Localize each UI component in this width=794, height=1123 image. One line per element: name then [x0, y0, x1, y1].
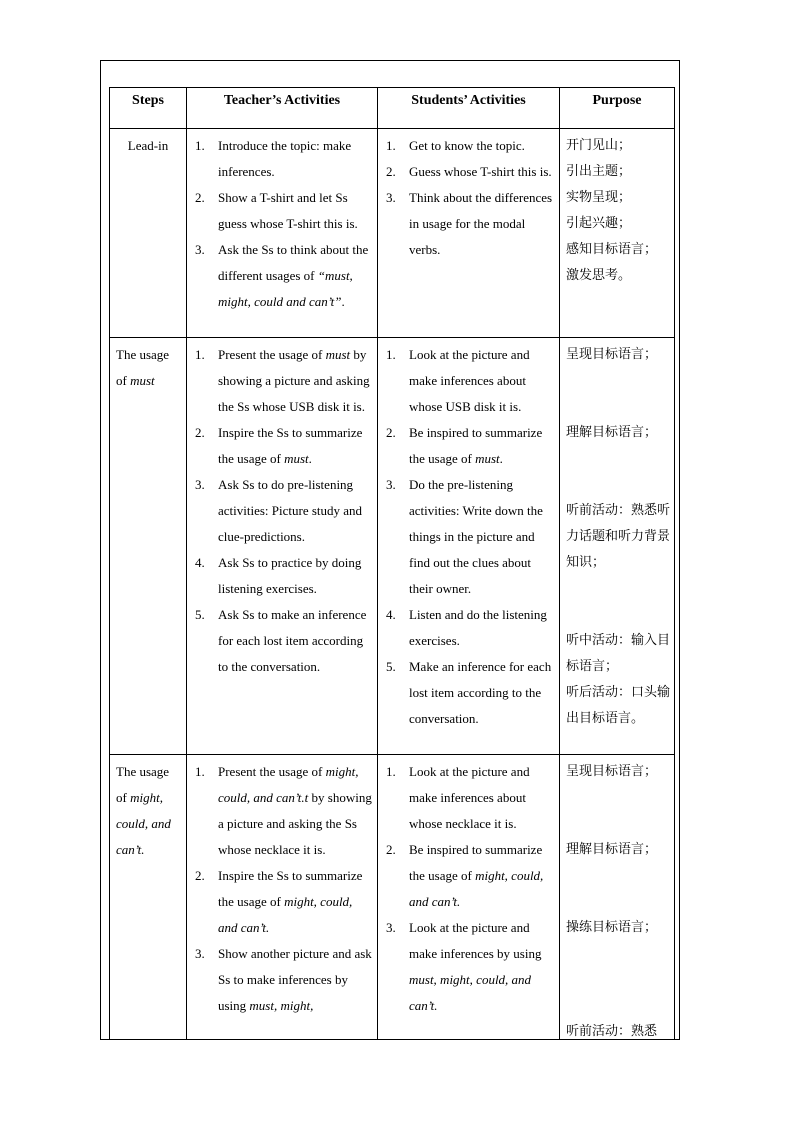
list-item: 2. Be inspired to summarize the usage of might, could, and can’t.	[386, 842, 544, 909]
students-activities-cell	[378, 755, 560, 1041]
purpose-line: 引出主题；	[566, 164, 632, 179]
list-item: 5. Make an inference for each lost item according to the conversation.	[386, 659, 552, 726]
list-item: 1. Get to know the topic.	[386, 138, 525, 153]
list-item: 2. Inspire the Ss to summarize the usage of must.	[195, 425, 363, 466]
list-item: 2. Guess whose T-shirt this is.	[386, 164, 552, 179]
document-frame	[100, 60, 680, 1040]
list-item: 2. Show a T-shirt and let Ss guess whose T-shirt this is.	[195, 190, 358, 231]
header-row	[110, 88, 675, 129]
purpose-line: 感知目标语言；	[566, 242, 658, 257]
purpose-spacer	[566, 993, 670, 1019]
purpose-cell	[560, 338, 675, 755]
header-purpose: Purpose	[560, 88, 675, 129]
purpose-line: 理解目标语言；	[566, 842, 658, 857]
list-item: 1. Look at the picture and make inferences about whose necklace it is.	[386, 764, 530, 831]
header-students-activities: Students’ Activities	[378, 88, 560, 129]
list-item: 3. Ask the Ss to think about the different usages of “must, might, could and can’t”.	[195, 242, 369, 309]
table-row	[110, 755, 675, 1041]
list-item: 3. Show another picture and ask Ss to make inferences by using must, might,	[195, 946, 372, 1013]
purpose-line: 激发思考。	[566, 268, 632, 283]
list-item: 1. Present the usage of must by showing a picture and asking the Ss whose USB disk it is.	[195, 347, 370, 414]
list-item: 3. Ask Ss to do pre-listening activities: Picture study and clue-predictions.	[195, 477, 363, 544]
purpose-spacer	[566, 472, 670, 498]
list-item: 4. Ask Ss to practice by doing listening exercises.	[195, 555, 362, 596]
purpose-line: 听后活动：口头输出目标语言。	[566, 685, 671, 726]
header-steps: Steps	[110, 88, 187, 129]
list-item: 5. Ask Ss to make an inference for each lost item according to the conversation.	[195, 607, 367, 674]
purpose-line: 开门见山；	[566, 138, 632, 153]
purpose-line: 呈现目标语言；	[566, 347, 658, 362]
teacher-activities-cell	[187, 129, 378, 338]
list-item: 4. Listen and do the listening exercises.	[386, 607, 547, 648]
step-cell: The usage of must	[110, 338, 187, 755]
list-item: 1. Look at the picture and make inferences about whose USB disk it is.	[386, 347, 530, 414]
purpose-spacer	[566, 602, 670, 628]
list-item: 2. Inspire the Ss to summarize the usage of might, could, and can’t.	[195, 868, 363, 935]
purpose-spacer	[566, 576, 670, 602]
step-cell: The usage of might, could, and can’t.	[110, 755, 187, 1041]
purpose-cell	[560, 755, 675, 1041]
list-item: 1. Present the usage of might, could, and can’t.t by showing a picture and asking the Ss whose necklace it is.	[195, 764, 372, 857]
list-item: 2. Be inspired to summarize the usage of must.	[386, 425, 543, 466]
purpose-spacer	[566, 446, 670, 472]
purpose-spacer	[566, 863, 670, 889]
purpose-line: 操练目标语言；	[566, 920, 658, 935]
purpose-line: 呈现目标语言；	[566, 764, 658, 779]
purpose-spacer	[566, 811, 670, 837]
purpose-spacer	[566, 785, 670, 811]
purpose-spacer	[566, 889, 670, 915]
list-item: 3. Think about the differences in usage for the modal verbs.	[386, 190, 553, 257]
header-teacher-activities: Teacher’s Activities	[187, 88, 378, 129]
purpose-spacer	[566, 941, 670, 967]
teacher-activities-cell	[187, 338, 378, 755]
purpose-line: 听前活动：熟悉	[566, 1024, 658, 1039]
students-activities-cell	[378, 338, 560, 755]
list-item: 1. Introduce the topic: make inferences.	[195, 138, 352, 179]
lesson-plan-table	[109, 87, 675, 1040]
purpose-line: 听中活动：输入目标语言；	[566, 633, 671, 674]
purpose-line: 理解目标语言；	[566, 425, 658, 440]
purpose-spacer	[566, 967, 670, 993]
list-item: 3. Do the pre-listening activities: Write down the things in the picture and find out the clues about their owner.	[386, 477, 543, 596]
purpose-cell	[560, 129, 675, 338]
purpose-line: 听前活动：熟悉听力话题和听力背景知识；	[566, 503, 671, 570]
teacher-activities-cell	[187, 755, 378, 1041]
purpose-spacer	[566, 394, 670, 420]
purpose-spacer	[566, 368, 670, 394]
table-row	[110, 129, 675, 338]
table-row	[110, 338, 675, 755]
list-item: 3. Look at the picture and make inferences by using must, might, could, and can’t.	[386, 920, 542, 1013]
step-cell: Lead-in	[110, 129, 187, 338]
students-activities-cell	[378, 129, 560, 338]
purpose-line: 实物呈现；	[566, 190, 632, 205]
purpose-line: 引起兴趣；	[566, 216, 632, 231]
